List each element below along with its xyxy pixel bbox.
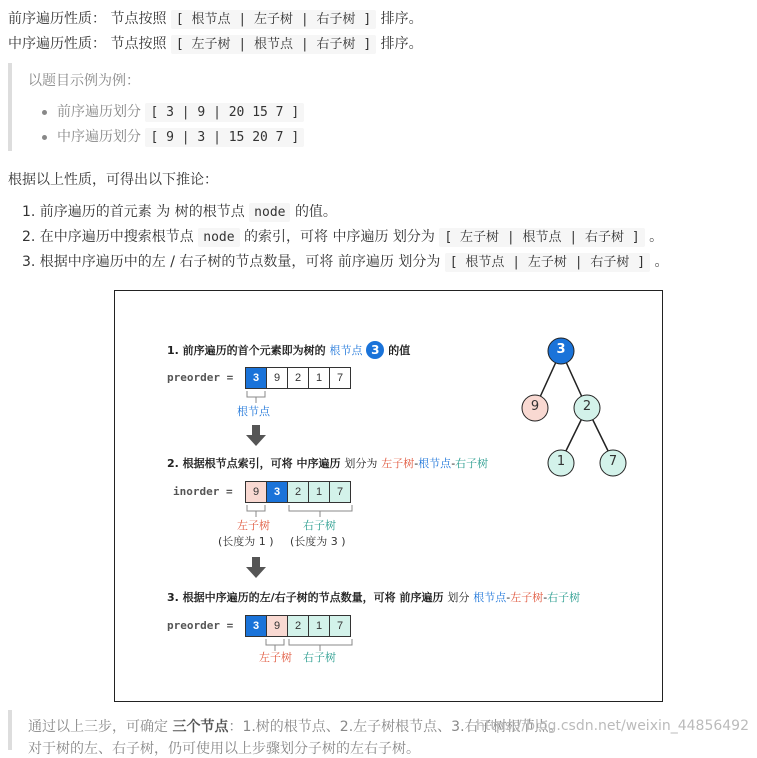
preorder-order-code: [ 根节点 | 左子树 | 右子树 ] [171, 10, 376, 29]
root-label: 根节点 [237, 405, 270, 418]
left-subtree-label: 左子树 [237, 519, 270, 532]
inorder-label: inorder = [173, 485, 233, 498]
tree-node-rl-label: 1 [556, 454, 566, 469]
array-cell: 1 [308, 367, 330, 389]
right-length: (长度为 3 ) [290, 535, 346, 548]
array-cell: 2 [287, 481, 309, 503]
conclusion-intro: 根据以上性质，可得出以下推论： [8, 172, 218, 188]
array-cell: 2 [287, 367, 309, 389]
inorder-order-code: [ 左子树 | 根节点 | 右子树 ] [171, 35, 376, 54]
right-subtree-label: 右子树 [303, 519, 336, 532]
array-cell: 3 [266, 481, 288, 503]
example-quote [8, 63, 12, 151]
tree-node-left-label: 9 [530, 399, 540, 414]
array-cell: 7 [329, 615, 351, 637]
array-cell: 1 [308, 615, 330, 637]
array-cell: 3 [245, 615, 267, 637]
array-cell: 2 [287, 615, 309, 637]
inorder-property: 中序遍历性质： 节点按照 [ 左子树 | 根节点 | 右子树 ] 排序。 [8, 36, 423, 52]
example-title: 以题目示例为例： [28, 73, 140, 89]
illustration-figure [114, 290, 663, 702]
footer-text: 通过以上三步，可确定 三个节点：1.树的根节点、2.左子树根节点、3.右子树根节点。 [28, 719, 563, 735]
example-inorder-item: 中序遍历划分 [ 9 | 3 | 15 20 7 ] [42, 126, 304, 146]
step3-text: 3. 根据中序遍历的左/右子树的节点数量，可将 前序遍历 划分 根节点-左子树-右子树 [167, 591, 581, 604]
footer-line2: 对于树的左、右子树，仍可使用以上步骤划分子树的左右子树。 [28, 741, 420, 757]
array-cell: 7 [329, 481, 351, 503]
right-subtree-label-2: 右子树 [303, 651, 336, 664]
root-value-badge: 3 [366, 341, 384, 359]
array-cell: 7 [329, 367, 351, 389]
footer-quote [8, 710, 12, 750]
conclusion-item-3: 3. 根据中序遍历中的左 / 右子树的节点数量，可将 前序遍历 划分为 [ 根节点 | 左子树 | 右子树 ] 。 [22, 254, 669, 270]
array-cell: 1 [308, 481, 330, 503]
array-cell: 9 [245, 481, 267, 503]
array-cell: 9 [266, 367, 288, 389]
conclusion-item-1: 1. 前序遍历的首元素 为 树的根节点 node 的值。 [22, 204, 337, 220]
array-cell: 3 [245, 367, 267, 389]
left-subtree-label-2: 左子树 [259, 651, 292, 664]
preorder-label-2: preorder = [167, 619, 234, 632]
watermark: https://blog.csdn.net/weixin_44856492 [475, 718, 749, 734]
preorder-property: 前序遍历性质： 节点按照 [ 根节点 | 左子树 | 右子树 ] 排序。 [8, 11, 423, 27]
step1-text: 1. 前序遍历的首个元素即为树的 根节点 3 的值 [167, 343, 411, 357]
conclusion-item-2: 2. 在中序遍历中搜索根节点 node 的索引，可将 中序遍历 划分为 [ 左子树 | 根节点 | 右子树 ] 。 [22, 229, 664, 245]
inorder-array [246, 481, 351, 503]
step2-text: 2. 根据根节点索引，可将 中序遍历 划分为 左子树-根节点-右子树 [167, 457, 489, 470]
preorder-label-1: preorder = [167, 371, 234, 384]
tree-node-root-label: 3 [556, 342, 566, 357]
left-length: (长度为 1 ) [218, 535, 274, 548]
example-preorder-item: 前序遍历划分 [ 3 | 9 | 20 15 7 ] [42, 101, 304, 121]
tree-node-rr-label: 7 [608, 454, 618, 469]
preorder-array-2 [246, 615, 351, 637]
tree-node-right-label: 2 [582, 399, 592, 414]
array-cell: 9 [266, 615, 288, 637]
